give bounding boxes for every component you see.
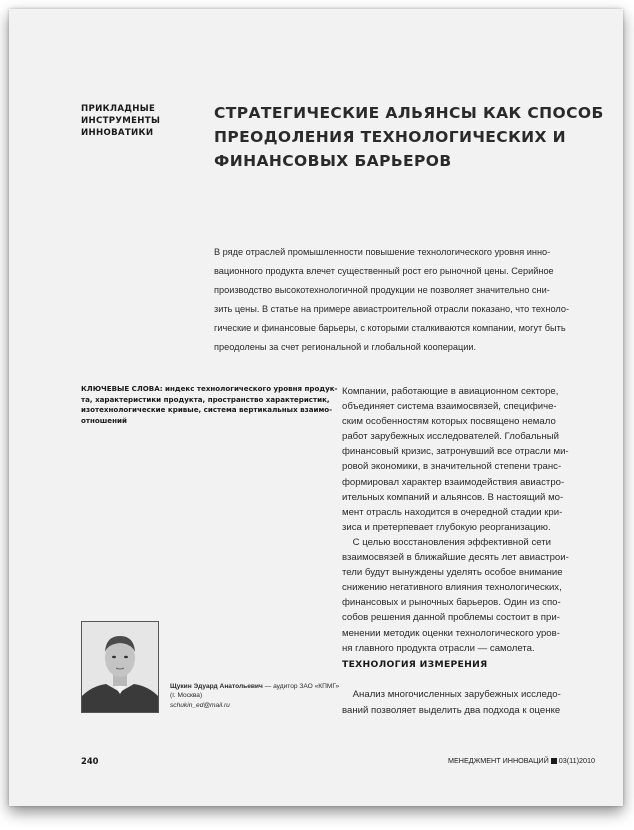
keywords-line: КЛЮЧЕВЫЕ СЛОВА: индекс технологического уровня продук- (81, 384, 338, 393)
author-email[interactable]: schukin_ed@mail.ru (170, 701, 230, 709)
body-line: ня главного продукта отрасли — самолета. (342, 642, 535, 654)
author-role: — аудитор ЗАО «КПМГ» (262, 683, 340, 690)
body-line: менении методик оценки технологического уров- (342, 627, 560, 639)
abstract-line: зить цены. В статье на примере авиастроительной отрасли показано, что техноло- (214, 304, 570, 314)
rubric-line: ИННОВАТИКИ (81, 128, 154, 138)
body-line: мент отрасль находится в очередной стадии кри- (342, 506, 563, 518)
journal-issue: 03(11)2010 (558, 756, 595, 765)
article-abstract (214, 243, 599, 357)
title-line: СТРАТЕГИЧЕСКИЕ АЛЬЯНСЫ КАК СПОСОБ (214, 104, 604, 122)
section-heading: ТЕХНОЛОГИЯ ИЗМЕРЕНИЯ (342, 659, 488, 670)
rubric-line: ПРИКЛАДНЫЕ (81, 104, 156, 114)
body-line: снижению негативного влияния технологических, (342, 582, 562, 594)
body-line: тели будут вынуждены уделять особое внимание (342, 567, 563, 579)
keywords-line: та, характеристики продукта, пространство характеристик, (81, 394, 330, 404)
body-line: ительных компаний и альянсов. В настоящий мо- (342, 491, 564, 503)
body-text-continued (342, 687, 602, 718)
body-line: взаимосвязей в ближайшие десять лет авиастрои- (342, 552, 569, 564)
author-info (170, 682, 340, 710)
body-line: формировал характер взаимодействия авиастро- (342, 476, 565, 488)
body-line: ваний позволяет выделить два подхода к оценке (342, 704, 561, 716)
abstract-line: вационного продукта влечет существенный рост его рыночной цены. Серийное (214, 266, 554, 276)
abstract-line: В ряде отраслей промышленности повышение технологического уровня инно- (214, 247, 551, 257)
author-portrait-image (82, 622, 158, 712)
keywords-line: отношений (81, 415, 127, 425)
body-line: ским особенностям которых посвящено немало (342, 416, 556, 428)
section-rubric (81, 103, 191, 139)
title-line: ПРЕОДОЛЕНИЯ ТЕХНОЛОГИЧЕСКИХ И (214, 128, 567, 146)
body-line: Компании, работающие в авиационном секторе, (342, 386, 559, 397)
body-line: Анализ многочисленных зарубежных исследо- (342, 689, 561, 700)
abstract-line: производство высокотехнологичной продукции не позволяет значительно сни- (214, 285, 550, 295)
body-line: финансовых и рыночных барьеров. Один из спо- (342, 597, 561, 609)
body-line: ровой экономики, в значительной степени транс- (342, 461, 562, 473)
body-line: финансовый кризис, затронувший все отрасли ми- (342, 446, 569, 458)
page-number: 240 (81, 756, 99, 766)
abstract-line: преодолены за счет региональной и глобальной кооперации. (214, 342, 477, 352)
abstract-line: гические и финансовые барьеры, с которыми сталкиваются компании, могут быть (214, 323, 566, 333)
body-line: работ зарубежных исследователей. Глобальный (342, 431, 560, 443)
journal-footer (448, 756, 595, 765)
journal-page (9, 9, 623, 806)
body-line: собов решения данной проблемы состоит в при- (342, 612, 560, 624)
article-title (214, 101, 604, 173)
author-name: Щукин Эдуард Анатольевич (170, 683, 263, 690)
rubric-line: ИНСТРУМЕНТЫ (81, 116, 161, 126)
body-line: объединяет система взаимосвязей, специфиче- (342, 401, 557, 413)
journal-name: МЕНЕДЖМЕНТ ИННОВАЦИЙ (448, 756, 549, 765)
body-line: С целью восстановления эффективной сети (342, 536, 552, 548)
keywords-line: изотехнологические кривые, система вертикальных взаимо- (81, 405, 333, 414)
keywords-block (81, 384, 338, 426)
author-photo (81, 621, 159, 713)
author-city: (г. Москва) (170, 692, 203, 700)
body-line: зиса и претерпевает глубокую реорганизацию. (342, 521, 551, 533)
square-bullet-icon (551, 758, 557, 764)
title-line: ФИНАНСОВЫХ БАРЬЕРОВ (214, 152, 452, 170)
body-text (342, 384, 602, 656)
